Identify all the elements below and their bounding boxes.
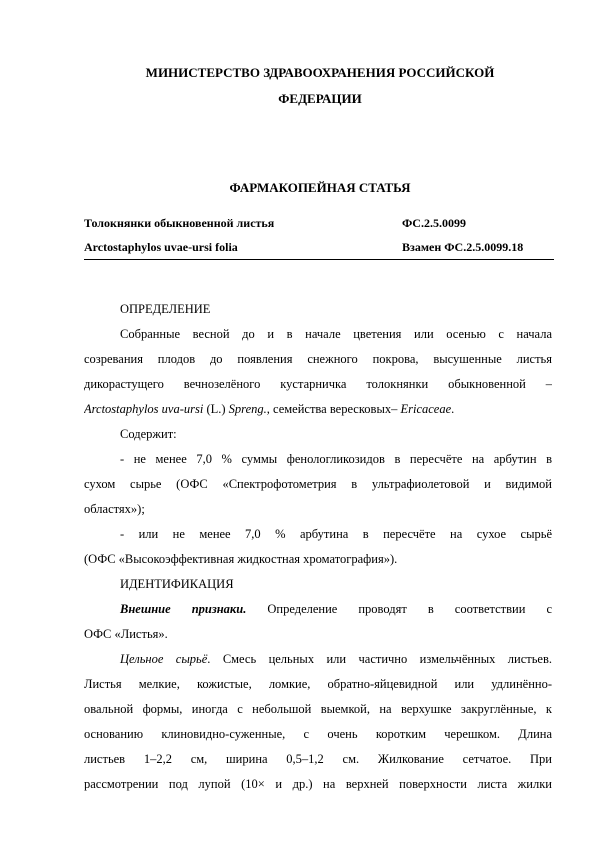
species-author-1: (L.) bbox=[203, 402, 229, 416]
article-name-ru: Толокнянки обыкновенной листья bbox=[84, 216, 275, 230]
family-text: , семейства вересковых– bbox=[266, 402, 401, 416]
contains-item-1-line: сухом сырье (ОФС «Спектрофотометрия в ультрафиолетовой и видимой bbox=[84, 477, 552, 491]
whole-material-line bbox=[84, 647, 552, 672]
document-type-title: ФАРМАКОПЕЙНАЯ СТАТЬЯ bbox=[229, 180, 411, 195]
whole-material-line: Листья мелкие, кожистые, ломкие, обратно-яйцевидной или удлинённо- bbox=[84, 677, 552, 691]
info-row-name bbox=[84, 216, 554, 231]
contains-label: Содержит: bbox=[120, 427, 177, 441]
whole-material-label: Цельное сырьё bbox=[120, 652, 208, 666]
ministry-line-2: ФЕДЕРАЦИИ bbox=[278, 91, 362, 106]
whole-material-text: . Смесь цельных или частично измельчённых листьев. bbox=[207, 652, 552, 666]
whole-material-line: овальной формы, иногда с небольшой выемкой, на верхушке закруглённые, к bbox=[84, 702, 552, 716]
contains-item-2-line: - или не менее 7,0 % арбутина в пересчёте на сухое сырьё bbox=[120, 527, 552, 541]
definition-heading: ОПРЕДЕЛЕНИЕ bbox=[120, 302, 211, 316]
definition-line: созревания плодов до появления снежного покрова, высушенные листья bbox=[84, 352, 552, 366]
contains-item-2-line: (ОФС «Высокоэффективная жидкостная хроматография»). bbox=[84, 552, 398, 566]
ministry-line-1: МИНИСТЕРСТВО ЗДРАВООХРАНЕНИЯ РОССИЙСКОЙ bbox=[145, 65, 495, 80]
whole-material-line: рассмотрении под лупой (10× и др.) на верхней поверхности листа жилки bbox=[84, 777, 552, 791]
external-signs-label: Внешние признаки. bbox=[120, 602, 247, 616]
article-body bbox=[84, 297, 552, 797]
species-author-2: Spreng. bbox=[228, 402, 267, 416]
species-latin-name: Arctostaphylos uva-ursi bbox=[84, 402, 204, 416]
family-latin-name: Ericaceae bbox=[400, 402, 452, 416]
replaces-code: Взамен ФС.2.5.0099.18 bbox=[402, 240, 524, 254]
contains-item-1-line: - не менее 7,0 % суммы фенологликозидов в пересчёте на арбутин в bbox=[120, 452, 552, 466]
external-signs-text: Определение проводят в соответствии с bbox=[246, 602, 552, 616]
external-signs-line: ОФС «Листья». bbox=[84, 627, 168, 641]
article-code: ФС.2.5.0099 bbox=[402, 216, 466, 230]
header-divider bbox=[84, 259, 554, 260]
ministry-header bbox=[80, 60, 560, 112]
whole-material-line: основанию клиновидно-суженные, с очень коротким черешком. Длина bbox=[84, 727, 552, 741]
whole-material-line: листьев 1–2,2 см, ширина 0,5–1,2 см. Жилкование сетчатое. При bbox=[84, 752, 552, 766]
identification-heading: ИДЕНТИФИКАЦИЯ bbox=[120, 577, 234, 591]
sentence-end: . bbox=[451, 402, 455, 416]
definition-line-species bbox=[84, 397, 552, 422]
article-name-latin: Arctostaphylos uvae-ursi folia bbox=[84, 240, 238, 254]
definition-line: дикорастущего вечнозелёного кустарничка толокнянки обыкновенной – bbox=[84, 377, 552, 391]
definition-line: Собранные весной до и в начале цветения или осенью с начала bbox=[120, 327, 552, 341]
contains-item-1-line: областях»); bbox=[84, 502, 145, 516]
info-row-latin bbox=[84, 240, 554, 255]
external-signs-line bbox=[84, 597, 552, 622]
